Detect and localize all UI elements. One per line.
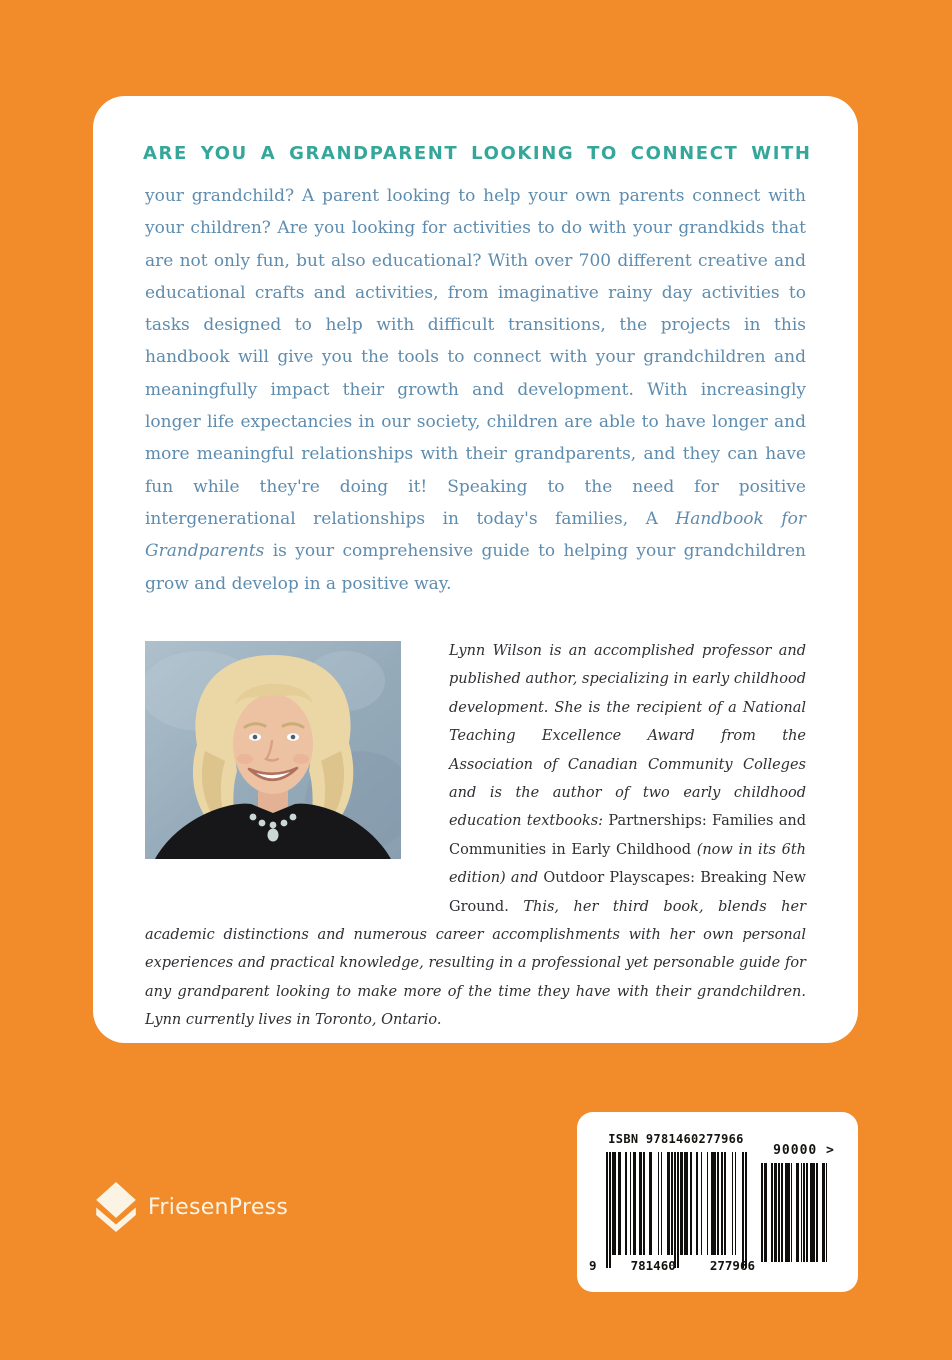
isbn-label: ISBN 9781460277966 xyxy=(608,1132,744,1146)
text-segment: This, her third book, blends her academic distinctions and numerous career accomplishments with her own personal experiences and practical knowledge, resulting in a professional yet personable guide for any grandparent looking to make more of the time they have with their grandchildren. Lynn currently lives in Toronto, Ontario. xyxy=(145,898,806,1029)
text-segment: is your comprehensive guide to helping your grandchildren grow and develop in a positive way. xyxy=(145,541,806,594)
blurb-panel xyxy=(93,96,858,1043)
text-segment: Handbook for Grandparents xyxy=(145,508,806,562)
text-segment: Lynn Wilson is an accomplished professor and published author, specializing in early childhood development. She is the recipient of a National Teaching Excellence Award from the Association of Canadian Community Colleges and is the author of two early childhood education textbooks: xyxy=(449,643,806,830)
isbn-digits-row xyxy=(589,1258,755,1273)
text-segment: your grandchild? A parent looking to help your own parents connect with your children? Are you looking for activities to do with your grandkids that are not only fun, but also educational? With over 700 different creative and educational crafts and activities, from imaginative rainy day activities to tasks designed to help with difficult transitions, the projects in this handbook will give you the tools to connect with your grandchildren and meaningfully impact their growth and development. With increasingly longer life expectancies in our society, children are able to have longer and more meaningful relationships with their grandparents, and they can have fun while they're doing it! Speaking to the need for positive intergenerational relationships in today's families, A xyxy=(145,186,806,529)
blurb-text xyxy=(145,180,806,600)
publisher-logo xyxy=(96,1182,288,1232)
author-photo xyxy=(145,641,401,859)
barcode-panel xyxy=(577,1112,858,1292)
author-portrait-illustration xyxy=(145,641,401,859)
isbn-digit-group: 277966 xyxy=(709,1258,755,1273)
publisher-name: FriesenPress xyxy=(148,1194,289,1220)
ean5-supplemental-barcode xyxy=(760,1163,827,1262)
isbn-digit-group: 9 xyxy=(589,1258,597,1273)
text-segment: Outdoor Playscapes: Breaking New Ground. xyxy=(449,870,806,915)
text-segment: Partnerships: Families and Communities in Early Childhood xyxy=(449,813,806,858)
author-section xyxy=(145,637,806,1035)
isbn-digit-group: 781460 xyxy=(630,1258,676,1273)
text-segment: (now in its 6th edition) and xyxy=(449,841,806,887)
ean13-barcode xyxy=(606,1152,747,1268)
friesenpress-diamond-icon xyxy=(96,1182,136,1232)
headline: ARE YOU A GRANDPARENT LOOKING TO CONNECT WITH xyxy=(143,143,812,164)
price-code-label: 90000 > xyxy=(773,1143,835,1158)
